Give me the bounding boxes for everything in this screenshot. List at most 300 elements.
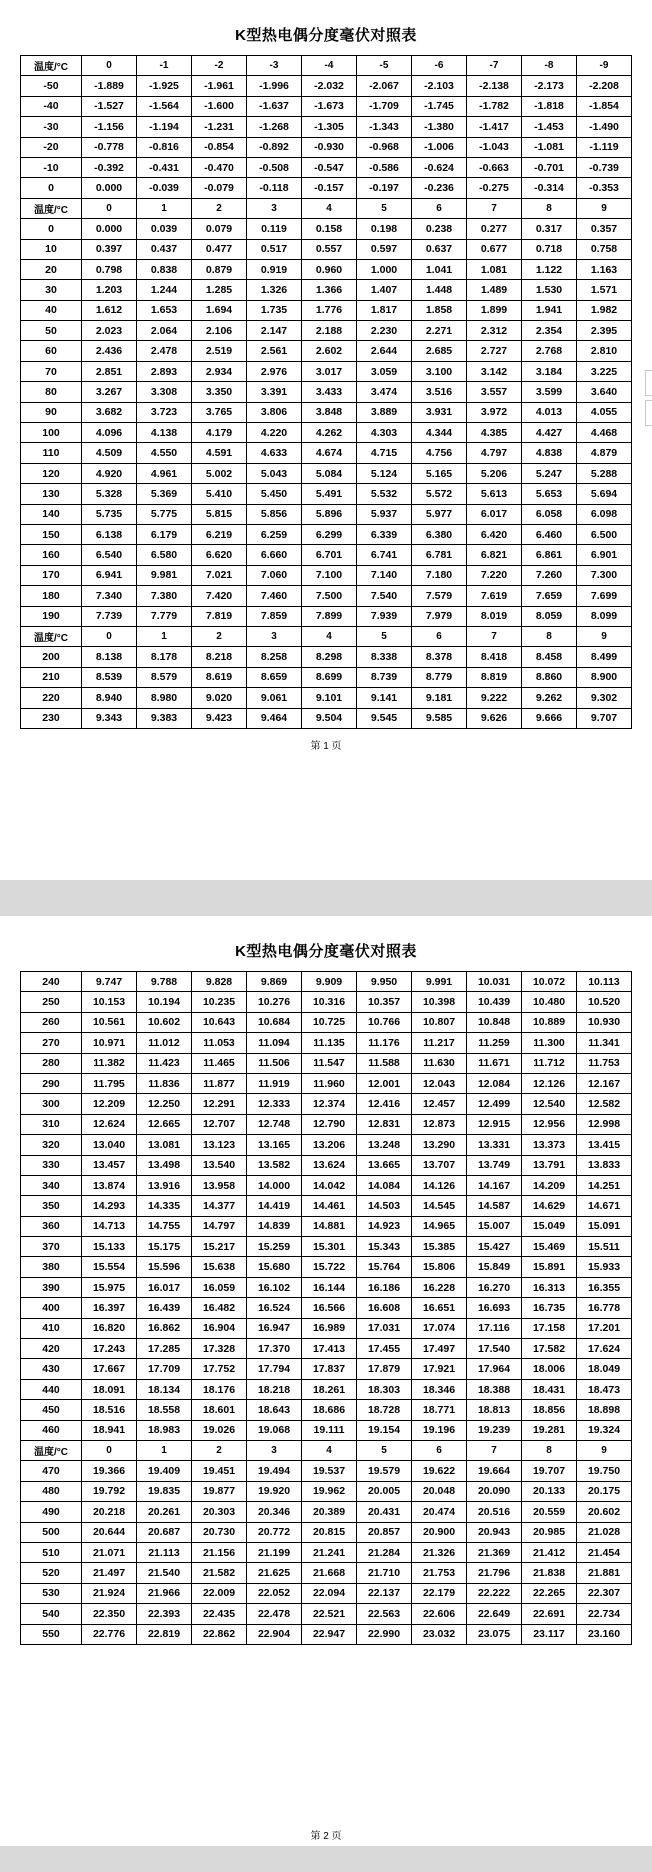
table-cell-mv: 19.026 bbox=[192, 1420, 247, 1440]
table-cell-mv: 5.206 bbox=[467, 463, 522, 483]
table-cell-mv: 14.839 bbox=[247, 1216, 302, 1236]
table-row bbox=[21, 1277, 632, 1297]
row-header-temp: 240 bbox=[21, 972, 82, 992]
table-cell-mv: 8.019 bbox=[467, 606, 522, 626]
table-cell-mv: 21.113 bbox=[137, 1542, 192, 1562]
table-cell-mv: 7.420 bbox=[192, 586, 247, 606]
table-cell-mv: 13.749 bbox=[467, 1155, 522, 1175]
table-cell-mv: 14.587 bbox=[467, 1196, 522, 1216]
column-header: 0 bbox=[82, 56, 137, 76]
table-cell-mv: 5.653 bbox=[522, 484, 577, 504]
table-cell-mv: 9.707 bbox=[577, 708, 632, 728]
table-cell-mv: -1.081 bbox=[522, 137, 577, 157]
table-cell-mv: 21.412 bbox=[522, 1542, 577, 1562]
table-cell-mv: 21.071 bbox=[82, 1542, 137, 1562]
table-cell-mv: 10.480 bbox=[522, 992, 577, 1012]
table-cell-mv: 11.506 bbox=[247, 1053, 302, 1073]
table-cell-mv: 2.064 bbox=[137, 321, 192, 341]
table-cell-mv: 7.939 bbox=[357, 606, 412, 626]
table-cell-mv: 17.455 bbox=[357, 1339, 412, 1359]
column-header: 7 bbox=[467, 626, 522, 646]
table-row bbox=[21, 1135, 632, 1155]
table-cell-mv: 4.756 bbox=[412, 443, 467, 463]
table-cell-mv: 17.413 bbox=[302, 1339, 357, 1359]
table-cell-mv: -1.343 bbox=[357, 117, 412, 137]
row-header-temp: 290 bbox=[21, 1073, 82, 1093]
table-cell-mv: 14.167 bbox=[467, 1175, 522, 1195]
table-cell-mv: 20.389 bbox=[302, 1502, 357, 1522]
table-cell-mv: 16.862 bbox=[137, 1318, 192, 1338]
table-cell-mv: 1.000 bbox=[357, 259, 412, 279]
row-header-temp: 150 bbox=[21, 524, 82, 544]
table-cell-mv: 10.235 bbox=[192, 992, 247, 1012]
table-cell-mv: 3.350 bbox=[192, 382, 247, 402]
table-cell-mv: 2.976 bbox=[247, 361, 302, 381]
table-cell-mv: 15.469 bbox=[522, 1237, 577, 1257]
row-header-temp: 320 bbox=[21, 1135, 82, 1155]
table-cell-mv: 9.141 bbox=[357, 688, 412, 708]
table-cell-mv: 2.685 bbox=[412, 341, 467, 361]
row-header-temp: 130 bbox=[21, 484, 82, 504]
table-cell-mv: 13.373 bbox=[522, 1135, 577, 1155]
table-cell-mv: 5.937 bbox=[357, 504, 412, 524]
table-cell-mv: 5.775 bbox=[137, 504, 192, 524]
table-cell-mv: 12.209 bbox=[82, 1094, 137, 1114]
column-header: 7 bbox=[467, 198, 522, 218]
column-header: -1 bbox=[137, 56, 192, 76]
column-header: 3 bbox=[247, 626, 302, 646]
table-cell-mv: -1.268 bbox=[247, 117, 302, 137]
table-cell-mv: 3.225 bbox=[577, 361, 632, 381]
table-cell-mv: 7.060 bbox=[247, 565, 302, 585]
table-row bbox=[21, 1318, 632, 1338]
table-cell-mv: 15.259 bbox=[247, 1237, 302, 1257]
table-cell-mv: 6.580 bbox=[137, 545, 192, 565]
table-cell-mv: -2.138 bbox=[467, 76, 522, 96]
table-cell-mv: 23.032 bbox=[412, 1624, 467, 1644]
table-cell-mv: 9.262 bbox=[522, 688, 577, 708]
table-cell-mv: 21.625 bbox=[247, 1563, 302, 1583]
table-cell-mv: 5.410 bbox=[192, 484, 247, 504]
table-row bbox=[21, 586, 632, 606]
table-cell-mv: 21.924 bbox=[82, 1583, 137, 1603]
table-cell-mv: 7.619 bbox=[467, 586, 522, 606]
table-cell-mv: 15.764 bbox=[357, 1257, 412, 1277]
table-cell-mv: 11.176 bbox=[357, 1033, 412, 1053]
table-cell-mv: 1.326 bbox=[247, 280, 302, 300]
table-row bbox=[21, 1094, 632, 1114]
table-cell-mv: 15.301 bbox=[302, 1237, 357, 1257]
table-cell-mv: -1.231 bbox=[192, 117, 247, 137]
table-cell-mv: 22.563 bbox=[357, 1604, 412, 1624]
table-cell-mv: -0.547 bbox=[302, 157, 357, 177]
table-cell-mv: 0.477 bbox=[192, 239, 247, 259]
table-row bbox=[21, 1216, 632, 1236]
table-cell-mv: 19.537 bbox=[302, 1461, 357, 1481]
row-header-temp: 220 bbox=[21, 688, 82, 708]
table-cell-mv: 15.217 bbox=[192, 1237, 247, 1257]
table-cell-mv: 10.316 bbox=[302, 992, 357, 1012]
table-cell-mv: 20.644 bbox=[82, 1522, 137, 1542]
table-cell-mv: 20.048 bbox=[412, 1481, 467, 1501]
table-cell-mv: -1.782 bbox=[467, 96, 522, 116]
table-cell-mv: 12.499 bbox=[467, 1094, 522, 1114]
table-cell-mv: 16.820 bbox=[82, 1318, 137, 1338]
table-cell-mv: 8.539 bbox=[82, 667, 137, 687]
table-cell-mv: 8.659 bbox=[247, 667, 302, 687]
table-cell-mv: 9.981 bbox=[137, 565, 192, 585]
table-cell-mv: 12.582 bbox=[577, 1094, 632, 1114]
table-cell-mv: 22.819 bbox=[137, 1624, 192, 1644]
table-cell-mv: -0.197 bbox=[357, 178, 412, 198]
table-cell-mv: 15.175 bbox=[137, 1237, 192, 1257]
table-cell-mv: 11.712 bbox=[522, 1053, 577, 1073]
table-cell-mv: 20.516 bbox=[467, 1502, 522, 1522]
table-cell-mv: 7.819 bbox=[192, 606, 247, 626]
table-row bbox=[21, 137, 632, 157]
table-cell-mv: 6.299 bbox=[302, 524, 357, 544]
table-cell-mv: 12.790 bbox=[302, 1114, 357, 1134]
table-cell-mv: 14.713 bbox=[82, 1216, 137, 1236]
table-cell-mv: 3.682 bbox=[82, 402, 137, 422]
table-cell-mv: 7.380 bbox=[137, 586, 192, 606]
table-cell-mv: -1.818 bbox=[522, 96, 577, 116]
table-cell-mv: 18.006 bbox=[522, 1359, 577, 1379]
row-header-temp: -50 bbox=[21, 76, 82, 96]
table-cell-mv: 18.049 bbox=[577, 1359, 632, 1379]
table-cell-mv: 0.000 bbox=[82, 178, 137, 198]
table-row bbox=[21, 1257, 632, 1277]
column-header: -7 bbox=[467, 56, 522, 76]
table-cell-mv: 14.377 bbox=[192, 1196, 247, 1216]
table-cell-mv: 11.630 bbox=[412, 1053, 467, 1073]
page-2 bbox=[0, 916, 652, 1846]
table-cell-mv: 23.117 bbox=[522, 1624, 577, 1644]
table-cell-mv: 17.540 bbox=[467, 1339, 522, 1359]
row-header-temp: -40 bbox=[21, 96, 82, 116]
table-cell-mv: 12.873 bbox=[412, 1114, 467, 1134]
table-cell-mv: -0.854 bbox=[192, 137, 247, 157]
table-cell-mv: 11.919 bbox=[247, 1073, 302, 1093]
table-cell-mv: -1.564 bbox=[137, 96, 192, 116]
row-header-temp: 410 bbox=[21, 1318, 82, 1338]
column-header: 4 bbox=[302, 626, 357, 646]
table-cell-mv: 0.557 bbox=[302, 239, 357, 259]
table-cell-mv: -0.663 bbox=[467, 157, 522, 177]
table-cell-mv: 1.285 bbox=[192, 280, 247, 300]
table-cell-mv: 6.620 bbox=[192, 545, 247, 565]
column-header: 4 bbox=[302, 198, 357, 218]
table-cell-mv: 15.049 bbox=[522, 1216, 577, 1236]
table-cell-mv: 1.694 bbox=[192, 300, 247, 320]
table-cell-mv: 18.218 bbox=[247, 1379, 302, 1399]
table-cell-mv: 4.550 bbox=[137, 443, 192, 463]
row-header-temp: -20 bbox=[21, 137, 82, 157]
table-cell-mv: 9.020 bbox=[192, 688, 247, 708]
column-header-temp: 温度/°C bbox=[21, 56, 82, 76]
page-number-1: 第 1 页 bbox=[310, 741, 342, 752]
table-header-row bbox=[21, 1440, 632, 1460]
table-cell-mv: 18.558 bbox=[137, 1400, 192, 1420]
table-cell-mv: 8.378 bbox=[412, 647, 467, 667]
table-cell-mv: 10.398 bbox=[412, 992, 467, 1012]
table-cell-mv: 21.284 bbox=[357, 1542, 412, 1562]
table-cell-mv: 12.043 bbox=[412, 1073, 467, 1093]
table-cell-mv: -0.392 bbox=[82, 157, 137, 177]
table-cell-mv: 18.813 bbox=[467, 1400, 522, 1420]
table-cell-mv: 12.374 bbox=[302, 1094, 357, 1114]
table-cell-mv: 19.409 bbox=[137, 1461, 192, 1481]
column-header-temp: 温度/°C bbox=[21, 198, 82, 218]
table-cell-mv: 2.147 bbox=[247, 321, 302, 341]
row-header-temp: 80 bbox=[21, 382, 82, 402]
table-cell-mv: 4.920 bbox=[82, 463, 137, 483]
table-cell-mv: 16.566 bbox=[302, 1298, 357, 1318]
table-cell-mv: 1.817 bbox=[357, 300, 412, 320]
table-cell-mv: 9.504 bbox=[302, 708, 357, 728]
table-cell-mv: 15.975 bbox=[82, 1277, 137, 1297]
table-row bbox=[21, 1563, 632, 1583]
table-cell-mv: 19.196 bbox=[412, 1420, 467, 1440]
table-cell-mv: 9.869 bbox=[247, 972, 302, 992]
table-cell-mv: 12.250 bbox=[137, 1094, 192, 1114]
table-cell-mv: 11.795 bbox=[82, 1073, 137, 1093]
table-cell-mv: 20.303 bbox=[192, 1502, 247, 1522]
table-cell-mv: 17.667 bbox=[82, 1359, 137, 1379]
table-cell-mv: 4.797 bbox=[467, 443, 522, 463]
table-row bbox=[21, 300, 632, 320]
row-header-temp: 360 bbox=[21, 1216, 82, 1236]
table-cell-mv: 12.915 bbox=[467, 1114, 522, 1134]
table-cell-mv: 13.874 bbox=[82, 1175, 137, 1195]
table-cell-mv: 15.722 bbox=[302, 1257, 357, 1277]
table-row bbox=[21, 708, 632, 728]
table-cell-mv: 8.739 bbox=[357, 667, 412, 687]
table-cell-mv: 9.061 bbox=[247, 688, 302, 708]
table-cell-mv: 2.312 bbox=[467, 321, 522, 341]
table-row bbox=[21, 524, 632, 544]
table-cell-mv: 0.517 bbox=[247, 239, 302, 259]
table-row bbox=[21, 545, 632, 565]
table-row bbox=[21, 76, 632, 96]
table-cell-mv: 12.001 bbox=[357, 1073, 412, 1093]
table-cell-mv: 2.602 bbox=[302, 341, 357, 361]
table-cell-mv: 1.489 bbox=[467, 280, 522, 300]
table-cell-mv: 9.101 bbox=[302, 688, 357, 708]
table-cell-mv: 17.624 bbox=[577, 1339, 632, 1359]
table-cell-mv: 18.601 bbox=[192, 1400, 247, 1420]
row-header-temp: 10 bbox=[21, 239, 82, 259]
table-cell-mv: -2.067 bbox=[357, 76, 412, 96]
row-header-temp: 260 bbox=[21, 1012, 82, 1032]
table-cell-mv: 20.900 bbox=[412, 1522, 467, 1542]
table-cell-mv: 0.677 bbox=[467, 239, 522, 259]
table-cell-mv: 16.482 bbox=[192, 1298, 247, 1318]
table-cell-mv: 8.699 bbox=[302, 667, 357, 687]
table-cell-mv: 14.251 bbox=[577, 1175, 632, 1195]
table-cell-mv: 21.796 bbox=[467, 1563, 522, 1583]
table-cell-mv: 13.040 bbox=[82, 1135, 137, 1155]
table-cell-mv: 15.007 bbox=[467, 1216, 522, 1236]
table-cell-mv: -1.745 bbox=[412, 96, 467, 116]
table-cell-mv: 3.391 bbox=[247, 382, 302, 402]
table-cell-mv: 12.956 bbox=[522, 1114, 577, 1134]
table-cell-mv: 3.474 bbox=[357, 382, 412, 402]
table-row bbox=[21, 667, 632, 687]
row-header-temp: 30 bbox=[21, 280, 82, 300]
table-cell-mv: 15.849 bbox=[467, 1257, 522, 1277]
table-cell-mv: 14.293 bbox=[82, 1196, 137, 1216]
table-cell-mv: 6.781 bbox=[412, 545, 467, 565]
table-row bbox=[21, 280, 632, 300]
table-cell-mv: 1.041 bbox=[412, 259, 467, 279]
table-cell-mv: 20.815 bbox=[302, 1522, 357, 1542]
table-cell-mv: 22.009 bbox=[192, 1583, 247, 1603]
table-cell-mv: 0.637 bbox=[412, 239, 467, 259]
table-cell-mv: 10.153 bbox=[82, 992, 137, 1012]
table-row bbox=[21, 1461, 632, 1481]
row-header-temp: 370 bbox=[21, 1237, 82, 1257]
thermocouple-table-page2 bbox=[20, 971, 632, 1645]
table-cell-mv: -1.600 bbox=[192, 96, 247, 116]
table-cell-mv: 9.222 bbox=[467, 688, 522, 708]
table-cell-mv: 15.638 bbox=[192, 1257, 247, 1277]
table-cell-mv: 8.099 bbox=[577, 606, 632, 626]
table-cell-mv: 5.613 bbox=[467, 484, 522, 504]
table-cell-mv: 6.460 bbox=[522, 524, 577, 544]
table-cell-mv: 5.735 bbox=[82, 504, 137, 524]
table-cell-mv: 22.734 bbox=[577, 1604, 632, 1624]
table-cell-mv: 18.431 bbox=[522, 1379, 577, 1399]
table-cell-mv: 8.940 bbox=[82, 688, 137, 708]
table-cell-mv: 8.338 bbox=[357, 647, 412, 667]
table-cell-mv: 0.838 bbox=[137, 259, 192, 279]
table-row bbox=[21, 1624, 632, 1644]
table-cell-mv: 18.091 bbox=[82, 1379, 137, 1399]
column-header: -3 bbox=[247, 56, 302, 76]
table-cell-mv: 6.058 bbox=[522, 504, 577, 524]
table-cell-mv: 16.144 bbox=[302, 1277, 357, 1297]
table-cell-mv: 19.579 bbox=[357, 1461, 412, 1481]
table-row bbox=[21, 117, 632, 137]
table-cell-mv: 14.000 bbox=[247, 1175, 302, 1195]
table-cell-mv: 17.158 bbox=[522, 1318, 577, 1338]
table-cell-mv: 19.750 bbox=[577, 1461, 632, 1481]
row-header-temp: 230 bbox=[21, 708, 82, 728]
table-cell-mv: 20.005 bbox=[357, 1481, 412, 1501]
column-header: 0 bbox=[82, 626, 137, 646]
table-cell-mv: 6.660 bbox=[247, 545, 302, 565]
table-cell-mv: 0.397 bbox=[82, 239, 137, 259]
table-cell-mv: 13.415 bbox=[577, 1135, 632, 1155]
table-cell-mv: 6.500 bbox=[577, 524, 632, 544]
table-cell-mv: 10.725 bbox=[302, 1012, 357, 1032]
table-cell-mv: -2.208 bbox=[577, 76, 632, 96]
row-header-temp: 500 bbox=[21, 1522, 82, 1542]
table-cell-mv: 10.848 bbox=[467, 1012, 522, 1032]
column-header: 2 bbox=[192, 626, 247, 646]
table-cell-mv: 2.395 bbox=[577, 321, 632, 341]
table-cell-mv: 21.540 bbox=[137, 1563, 192, 1583]
table-cell-mv: 16.608 bbox=[357, 1298, 412, 1318]
table-cell-mv: 13.833 bbox=[577, 1155, 632, 1175]
table-cell-mv: 6.861 bbox=[522, 545, 577, 565]
table-cell-mv: 18.856 bbox=[522, 1400, 577, 1420]
table-cell-mv: 15.891 bbox=[522, 1257, 577, 1277]
table-cell-mv: -1.854 bbox=[577, 96, 632, 116]
column-header: 5 bbox=[357, 626, 412, 646]
table-cell-mv: 11.135 bbox=[302, 1033, 357, 1053]
column-header: 0 bbox=[82, 198, 137, 218]
table-cell-mv: 8.458 bbox=[522, 647, 577, 667]
row-header-temp: -30 bbox=[21, 117, 82, 137]
row-header-temp: 420 bbox=[21, 1339, 82, 1359]
table-cell-mv: 17.709 bbox=[137, 1359, 192, 1379]
table-cell-mv: 9.181 bbox=[412, 688, 467, 708]
table-row bbox=[21, 1379, 632, 1399]
table-cell-mv: 21.497 bbox=[82, 1563, 137, 1583]
table-cell-mv: 19.451 bbox=[192, 1461, 247, 1481]
table-cell-mv: 21.966 bbox=[137, 1583, 192, 1603]
column-header: 1 bbox=[137, 198, 192, 218]
table-cell-mv: 10.602 bbox=[137, 1012, 192, 1032]
table-cell-mv: 2.478 bbox=[137, 341, 192, 361]
table-cell-mv: 0.238 bbox=[412, 219, 467, 239]
table-cell-mv: 13.331 bbox=[467, 1135, 522, 1155]
table-cell-mv: 16.102 bbox=[247, 1277, 302, 1297]
table-cell-mv: 18.516 bbox=[82, 1400, 137, 1420]
table-cell-mv: 17.964 bbox=[467, 1359, 522, 1379]
page-separator bbox=[0, 880, 652, 916]
table-cell-mv: 14.671 bbox=[577, 1196, 632, 1216]
table-cell-mv: 22.307 bbox=[577, 1583, 632, 1603]
table-cell-mv: 7.859 bbox=[247, 606, 302, 626]
table-cell-mv: 9.302 bbox=[577, 688, 632, 708]
table-cell-mv: 17.243 bbox=[82, 1339, 137, 1359]
column-header: 6 bbox=[412, 1440, 467, 1460]
row-header-temp: 110 bbox=[21, 443, 82, 463]
row-header-temp: 250 bbox=[21, 992, 82, 1012]
table-cell-mv: 8.218 bbox=[192, 647, 247, 667]
table-cell-mv: 12.416 bbox=[357, 1094, 412, 1114]
table-cell-mv: 14.335 bbox=[137, 1196, 192, 1216]
table-cell-mv: 22.137 bbox=[357, 1583, 412, 1603]
table-cell-mv: 1.122 bbox=[522, 259, 577, 279]
row-header-temp: 530 bbox=[21, 1583, 82, 1603]
table-row bbox=[21, 443, 632, 463]
table-cell-mv: 8.059 bbox=[522, 606, 577, 626]
table-cell-mv: 3.972 bbox=[467, 402, 522, 422]
row-header-temp: 330 bbox=[21, 1155, 82, 1175]
table-cell-mv: 14.503 bbox=[357, 1196, 412, 1216]
row-header-temp: 70 bbox=[21, 361, 82, 381]
table-cell-mv: 9.626 bbox=[467, 708, 522, 728]
table-cell-mv: -0.236 bbox=[412, 178, 467, 198]
table-row bbox=[21, 402, 632, 422]
table-cell-mv: 3.142 bbox=[467, 361, 522, 381]
table-cell-mv: 6.380 bbox=[412, 524, 467, 544]
table-row bbox=[21, 992, 632, 1012]
table-row bbox=[21, 96, 632, 116]
column-header: 2 bbox=[192, 198, 247, 218]
table-cell-mv: 9.828 bbox=[192, 972, 247, 992]
table-cell-mv: 12.748 bbox=[247, 1114, 302, 1134]
table-cell-mv: 14.923 bbox=[357, 1216, 412, 1236]
table-cell-mv: 2.271 bbox=[412, 321, 467, 341]
table-cell-mv: 14.755 bbox=[137, 1216, 192, 1236]
table-cell-mv: 17.794 bbox=[247, 1359, 302, 1379]
table-cell-mv: 6.098 bbox=[577, 504, 632, 524]
